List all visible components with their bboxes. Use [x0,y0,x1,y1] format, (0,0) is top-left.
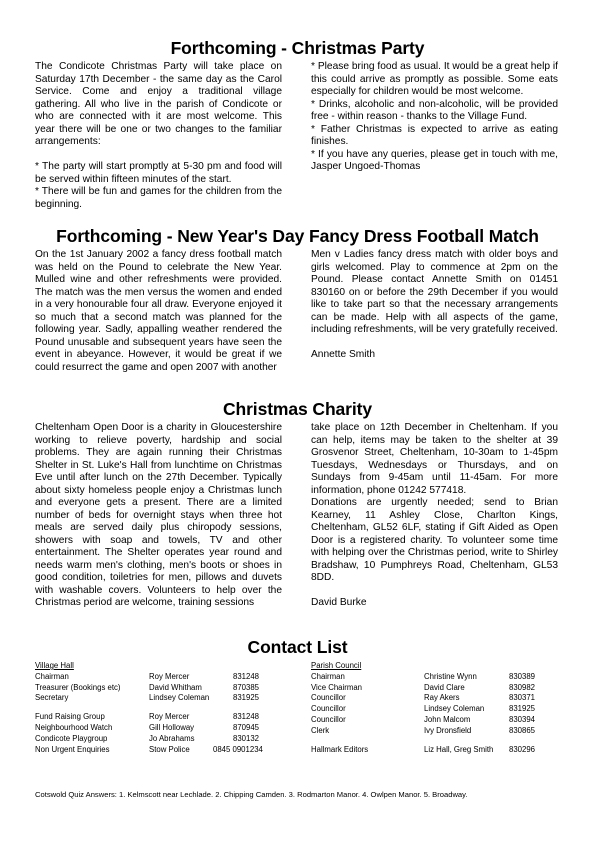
contact-row [311,745,571,756]
contact-person: Lindsey Coleman [149,693,210,703]
contact-phone: 870385 [233,682,260,692]
contact-phone: 831925 [233,693,260,703]
party-queries-note: * If you have any queries, please get in touch with me, Jasper Ungoed-Thomas [311,148,558,172]
contact-row [35,723,300,734]
contact-row [35,683,300,694]
football-heading: Forthcoming - New Year's Day Fancy Dress Football Match [56,226,539,246]
contact-row [311,693,571,704]
contact-person: Liz Hall, Greg Smith [424,744,494,754]
village-hall-heading: Village Hall [35,661,74,670]
contact-person: David Clare [424,682,465,692]
contact-person: Christine Wynn [424,671,477,681]
contact-role: Clerk [311,725,330,735]
charity-right-column [311,422,558,610]
contact-row [311,715,571,726]
contact-phone: 830371 [509,693,536,703]
contact-row [35,693,300,704]
contact-person: Ivy Dronsfield [424,725,472,735]
charity-left-column [35,422,282,610]
contact-phone: 830865 [509,725,536,735]
contact-heading: Contact List [247,637,348,657]
football-signature: Annette Smith [311,349,375,360]
contact-role: Councillor [311,693,346,703]
contact-phone: 870945 [233,722,260,732]
contact-phone: 831248 [233,712,260,722]
party-left-column [35,61,282,211]
contact-role: Neighbourhood Watch [35,722,113,732]
contact-person: David Whitham [149,682,202,692]
contact-role: Treasurer (Bookings etc) [35,682,121,692]
contact-role: Fund Raising Group [35,712,105,722]
contact-role: Chairman [311,671,345,681]
contact-phone: 0845 0901234 [213,744,263,754]
contact-person: Lindsey Coleman [424,704,485,714]
contact-row [35,734,300,745]
contact-phone: 830132 [233,733,260,743]
contact-role: Hallmark Editors [311,744,369,754]
contact-role: Secretary [35,693,69,703]
contact-phone: 831248 [233,671,260,681]
party-drinks-note: * Drinks, alcoholic and non-alcoholic, will be provided free - within reason - thanks to the Village Fund. [311,98,558,122]
parish-council-heading: Parish Council [311,661,362,670]
contact-role: Vice Chairman [311,682,362,692]
contact-person: Ray Akers [424,693,460,703]
football-history: On the 1st January 2002 a fancy dress football match was held on the Pound to celebrate the New Year. Mulled wine and other refreshments were provided. The match was the men versus the women and ended in a very honourable four all draw. Everyone enjoyed it so much that a second match was planned for the following year. Sadly, appalling weather rendered the Pound unusable and subsequent years have seen the event in abeyance. However, it would be great if we could resurrect the game and open 2007 with another [35,249,282,373]
charity-heading: Christmas Charity [222,399,373,419]
contact-row [311,704,571,715]
party-intro: The Condicote Christmas Party will take place on Saturday 17th December - the same day as the Carol Service. Come and enjoy a traditional village gathering. All who live in the parish of Condicote or who are connected with it are most welcome. This year there will be one or two changes to the familiar arrangements: [35,61,282,147]
contact-person: John Malcom [424,714,471,724]
contact-phone: 830394 [509,714,536,724]
football-invite: Men v Ladies fancy dress match with older boys and girls welcomed. Play to commence at 2pm on the Pound. Please contact Annette Smith on 01451 830160 on or before the 29th December if you would like to take part so that the necessary arrangements can be made. Help with all aspects of the game, including refreshments, will be very gratefully received. [311,249,558,335]
village-hall-contacts [35,661,300,755]
party-start-note: * The party will start promptly at 5-30 pm and food will be served within fifteen minutes of the start. [35,161,282,185]
contact-row [311,683,571,694]
party-heading: Forthcoming - Christmas Party [170,38,425,58]
contact-person: Gill Holloway [149,722,195,732]
contact-role: Councillor [311,714,346,724]
party-santa-note: * Father Christmas is expected to arrive as eating finishes. [311,123,558,147]
contact-row [311,672,571,683]
contact-person: Stow Police [149,744,190,754]
contact-person: Roy Mercer [149,671,190,681]
contact-phone: 830982 [509,682,536,692]
contact-role: Councillor [311,704,346,714]
contact-person: Roy Mercer [149,712,190,722]
party-games-note: * There will be fun and games for the children from the beginning. [35,186,282,210]
contact-role: Condicote Playgroup [35,733,108,743]
contact-row [35,672,300,683]
charity-signature: David Burke [311,597,367,608]
quiz-answers: Cotswold Quiz Answers: 1. Kelmscott near Lechlade. 2. Chipping Camden. 3. Rodmarton Manor. 4. Owlpen Manor. 5. Broadway. [35,790,468,799]
charity-description: Cheltenham Open Door is a charity in Gloucestershire working to relieve poverty, hardship and social problems. They are again running their Christmas Shelter in St. Luke's Hall from lunchtime on Christmas Eve until after lunch on the 27th December. Typically about sixty homeless people enjoy a Christmas lunch and everyone gets a present. There are a limited number of beds for overnight stays when three hot meals are served daily plus chiropody sessions, showers with soap and towels, TV and other entertainment. The Shelter operates year round and needs warm men's clothing, men's boots or shoes in good condition, toiletries for men, pillows and duvets with washable covers. Volunteers to help over the Christmas period are welcome, training sessions [35,422,282,608]
contact-row [35,745,300,756]
contact-row [35,712,300,723]
contact-phone: 831925 [509,704,536,714]
football-right-column [311,249,558,362]
contact-phone: 830389 [509,671,536,681]
contact-role: Chairman [35,671,69,681]
party-food-note: * Please bring food as usual. It would be a great help if this could arrive as promptly as possible. Some eats especially for children would be most welcome. [311,61,558,97]
parish-council-contacts [311,661,571,755]
party-right-column [311,61,558,174]
contact-person: Jo Abrahams [149,733,195,743]
contact-role: Non Urgent Enquiries [35,744,110,754]
football-left-column [35,249,282,374]
contact-row [311,726,571,737]
contact-phone: 830296 [509,744,536,754]
charity-location: take place on 12th December in Cheltenham. If you can help, items may be taken to the shelter at 39 Grosvenor Street, Cheltenham, 10-30am to 1-45pm Tuesdays, Wednesdays or Thursdays, and on Sundays from 9-45am until 11-45am. For more information, phone 01242 577418. [311,422,558,496]
charity-donations: Donations are urgently needed; send to Brian Kearney, 11 Ashley Close, Charlton Kings, Cheltenham, GL52 6LF, stating if Gift Aided as Open Door is a registered charity. To volunteer some time with helping over the Christmas period, write to Shirley Bradshaw, 10 Pumphreys Road, Cheltenham, GL53 8DD. [311,497,558,583]
